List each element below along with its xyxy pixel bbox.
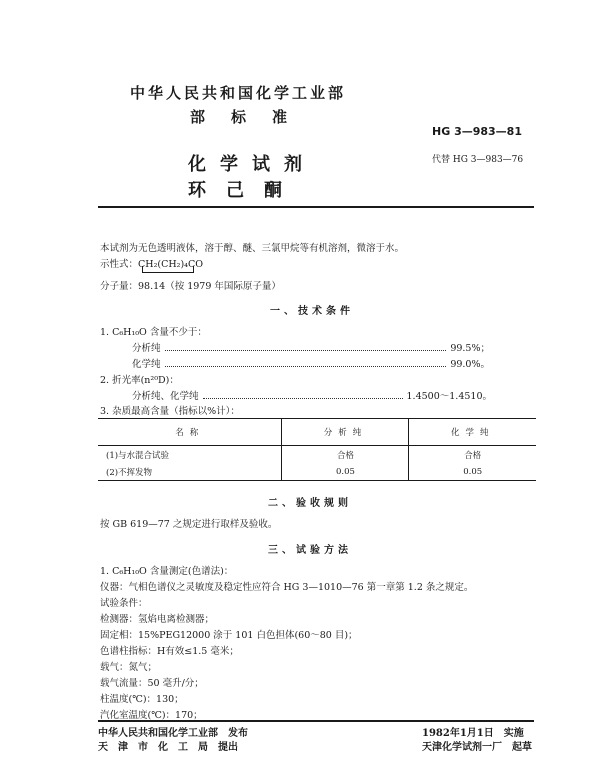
test-line: 载气：氮气； (100, 662, 158, 673)
refractive-index-item: 2. 折光率(n²⁰D)： (100, 375, 179, 386)
cp-value: 99.0%。 (450, 359, 490, 370)
table-cell: (2)不挥发物 (98, 463, 282, 481)
footer-divider (98, 720, 534, 722)
content-item-1: 1. C₆H₁₀O 含量不少于： (100, 327, 207, 338)
leader-dots (165, 350, 447, 351)
table-cell: 0.05 (409, 463, 536, 481)
ri-label: 分析纯、化学纯 (132, 391, 199, 402)
header-divider (98, 206, 534, 208)
test-line: 汽化室温度(℃)：170； (100, 710, 203, 721)
table-cell: (1)与水混合试验 (98, 446, 282, 464)
formula: CH₂(CH₂)₄CO (138, 259, 204, 270)
molecular-weight: 分子量：98.14（按 1979 年国际原子量） (100, 281, 281, 292)
ring-bond-bracket (142, 266, 194, 273)
table-header-row (98, 419, 536, 446)
test-line: 色谱柱指标：H有效≤1.5 毫米； (100, 646, 239, 657)
table-cell: 合格 (464, 450, 482, 461)
formula-label: 示性式： (100, 259, 139, 270)
table-header: 分析纯 (282, 419, 409, 446)
test-line: 柱温度(℃)：130； (100, 694, 184, 705)
leader-dots (165, 366, 447, 367)
test-line: 载气流量：50 毫升/分； (100, 678, 204, 689)
replaces-note: 代替 HG 3—983—76 (432, 155, 524, 165)
impurity-table (98, 418, 536, 481)
table-cell: 合格 (282, 446, 409, 464)
table-cell: 0.05 (282, 463, 409, 481)
section-technical-conditions: 一、技术条件 (270, 306, 354, 317)
test-line: 固定相：15%PEG12000 涂于 101 白色担体(60～80 目)； (100, 630, 358, 641)
acceptance-text: 按 GB 619—77 之规定进行取样及验收。 (100, 519, 278, 530)
leader-dots (203, 398, 403, 399)
ri-value: 1.4500～1.4510。 (406, 391, 492, 402)
ar-content-row (132, 340, 490, 354)
standard-code: HG 3—983—81 (432, 125, 522, 138)
ministry-name: 中华人民共和国化学工业部 (130, 84, 347, 102)
drafter: 天津化学试剂一厂 起草 (422, 742, 532, 753)
ar-label: 分析纯 (132, 343, 161, 354)
test-line: 试验条件： (100, 598, 148, 609)
cp-content-row (132, 356, 490, 370)
section-acceptance-rules: 二、验收规则 (268, 498, 352, 509)
document-subtitle: 环己酮 (188, 180, 302, 201)
ar-value: 99.5%； (450, 343, 490, 354)
publisher: 中华人民共和国化学工业部 发布 (98, 728, 248, 739)
test-line: 检测器：氢焰电离检测器； (100, 614, 215, 625)
document-title: 化学试剂 (188, 154, 316, 175)
test-line: 仪器：气相色谱仪之灵敏度及稳定性应符合 HG 3—1010—76 第一章第 1.2 条之规定。 (100, 582, 474, 593)
section-test-methods: 三、试验方法 (268, 545, 352, 556)
table-header: 名称 (98, 419, 282, 446)
cp-label: 化学纯 (132, 359, 161, 370)
table-row (98, 463, 536, 481)
table-row (98, 446, 536, 464)
effective-date: 1982年1月1日 实施 (422, 728, 524, 739)
standard-label: 部标准 (190, 108, 314, 126)
description: 本试剂为无色透明液体，溶于醇、醚、三氯甲烷等有机溶剂，微溶于水。 (100, 243, 405, 254)
proposer: 天 津 市 化 工 局 提出 (98, 742, 238, 753)
test-line: 1. C₆H₁₀O 含量测定(色谱法)： (100, 566, 234, 577)
impurity-item: 3. 杂质最高含量（指标以%计）： (100, 406, 240, 417)
ri-row (132, 388, 492, 402)
table-header: 化学纯 (409, 419, 536, 446)
